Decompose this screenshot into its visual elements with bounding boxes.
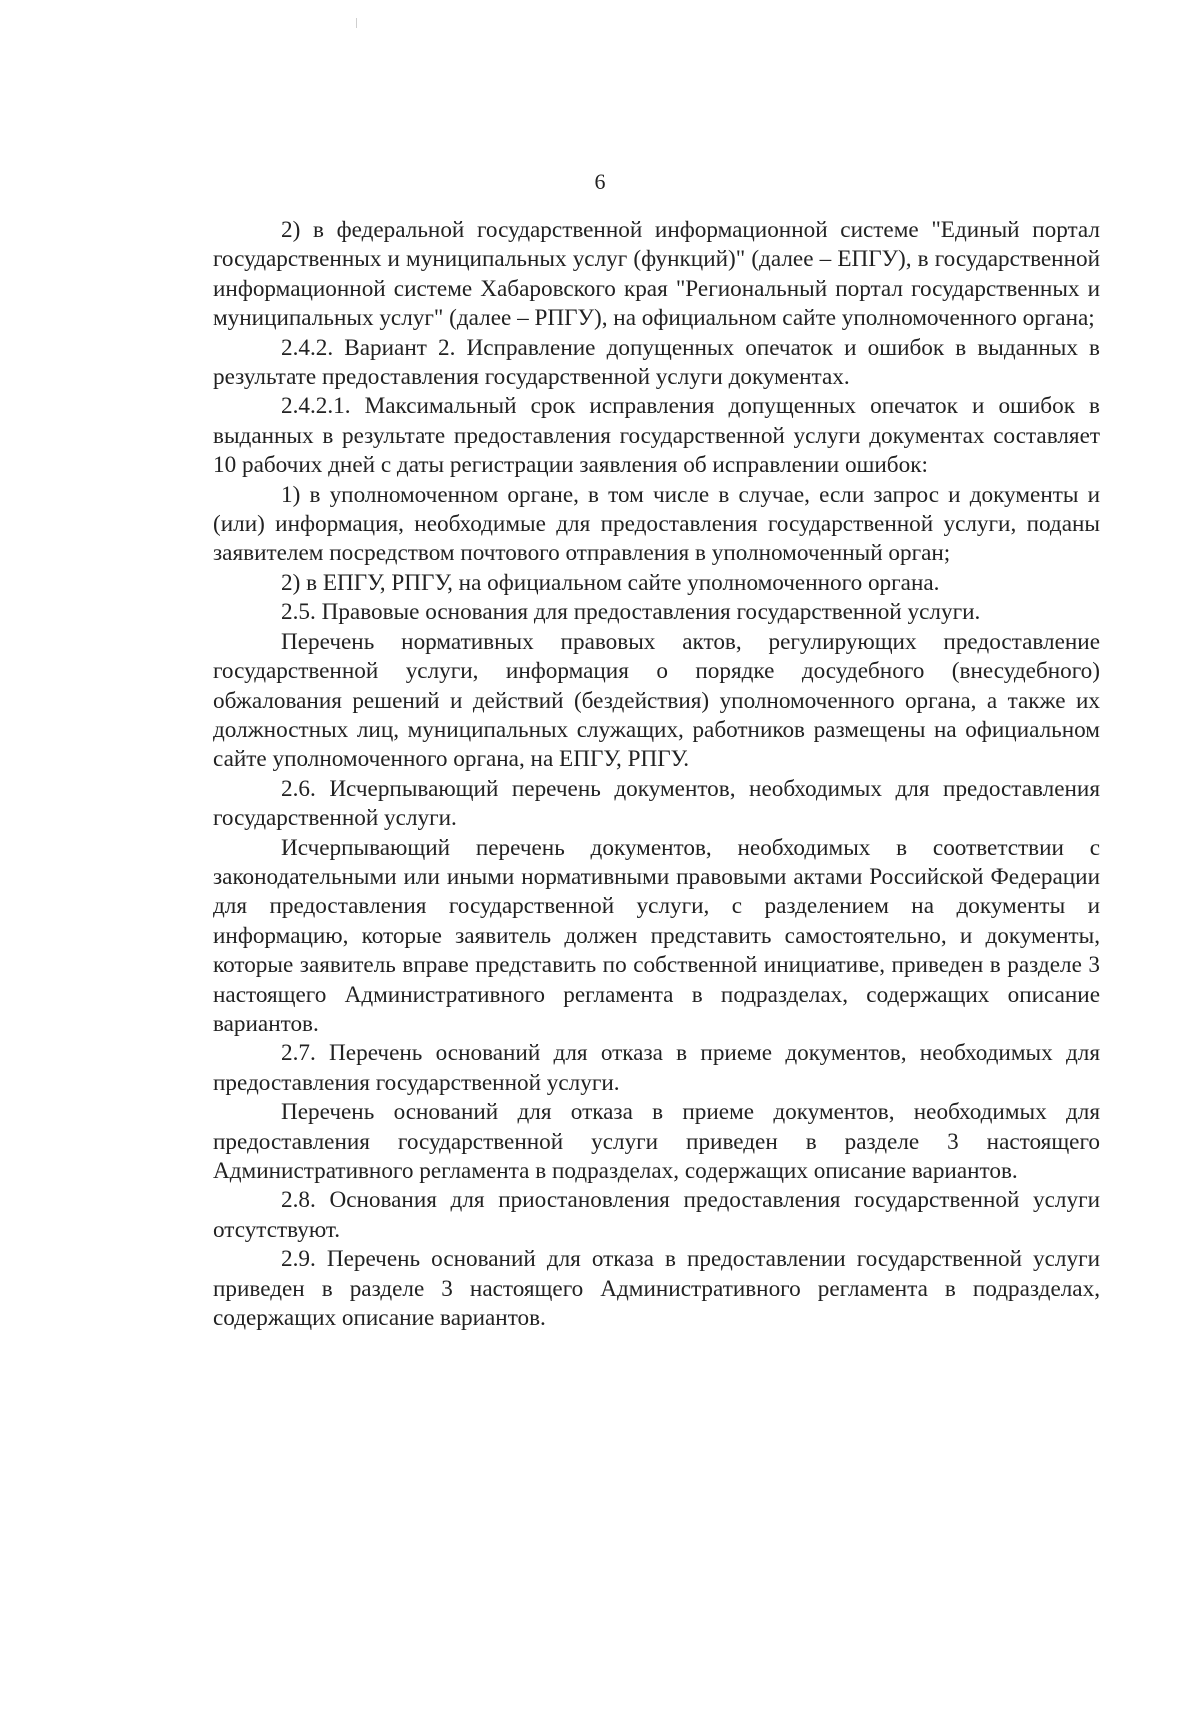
paragraph-2-4-2-1: 2.4.2.1. Максимальный срок исправления допущенных опечаток и ошибок в выданных в результате предоставления государственной услуги документах составляет 10 рабочих дней с даты регистрации заявления об исправлении ошибок:: [213, 393, 1100, 479]
paragraph-2-5: 2.5. Правовые основания для предоставления государственной услуги.: [281, 599, 981, 626]
paragraph-item-2-portals: 2) в ЕПГУ, РПГУ, на официальном сайте уполномоченного органа.: [281, 569, 940, 596]
paragraph-refusal-reception: Перечень оснований для отказа в приеме документов, необходимых для предоставления государственной услуги приведен в разделе 3 настоящего Административного регламента в подразделах, содержащих описание вариантов.: [213, 1099, 1100, 1184]
document-body: [213, 216, 1100, 1333]
paragraph-item-1-authority: 1) в уполномоченном органе, в том числе в случае, если запрос и документы и (или) информация, необходимые для предоставления государственной услуги, поданы заявителем посредством почтового отправления в уполномоченный орган;: [213, 481, 1100, 567]
scan-artifact-mark: [356, 18, 357, 28]
paragraph-legal-acts-list: Перечень нормативных правовых актов, регулирующих предоставление государственной услуги, информация о порядке досудебного (внесудебного) обжалования решений и действий (бездействия) уполномоченного органа, а также их должностных лиц, муниципальных служащих, работников размещены на официальном сайте уполномоченного органа, на ЕПГУ, РПГУ.: [213, 628, 1100, 773]
paragraph-item-2-epgu: 2) в федеральной государственной информационной системе "Единый портал государственных и муниципальных услуг (функций)" (далее – ЕПГУ), в государственной информационной системе Хабаровского края "Региональный портал государственных и муниципальных услуг" (далее – РПГУ), на официальном сайте уполномоченного органа;: [213, 217, 1100, 332]
page-number: 6: [594, 169, 606, 194]
paragraph-documents-list: Исчерпывающий перечень документов, необходимых в соответствии с законодательными или иными нормативными правовыми актами Российской Федерации для предоставления государственной услуги, с разделением на документы и информацию, которые заявитель должен представить самостоятельно, и документы, которые заявитель вправе представить по собственной инициативе, приведен в разделе 3 настоящего Административного регламента в подразделах, содержащих описание вариантов.: [213, 834, 1100, 1037]
paragraph-2-4-2: 2.4.2. Вариант 2. Исправление допущенных опечаток и ошибок в выданных в результате предоставления государственной услуги документах.: [213, 334, 1100, 391]
paragraph-2-7: 2.7. Перечень оснований для отказа в приеме документов, необходимых для предоставления государственной услуги.: [213, 1040, 1100, 1096]
paragraph-2-8: 2.8. Основания для приостановления предоставления государственной услуги отсутствуют.: [213, 1187, 1100, 1243]
paragraph-2-9: 2.9. Перечень оснований для отказа в предоставлении государственной услуги приведен в разделе 3 настоящего Административного регламента в подразделах, содержащих описание вариантов.: [213, 1246, 1100, 1332]
paragraph-2-6: 2.6. Исчерпывающий перечень документов, необходимых для предоставления государственной услуги.: [213, 775, 1100, 832]
